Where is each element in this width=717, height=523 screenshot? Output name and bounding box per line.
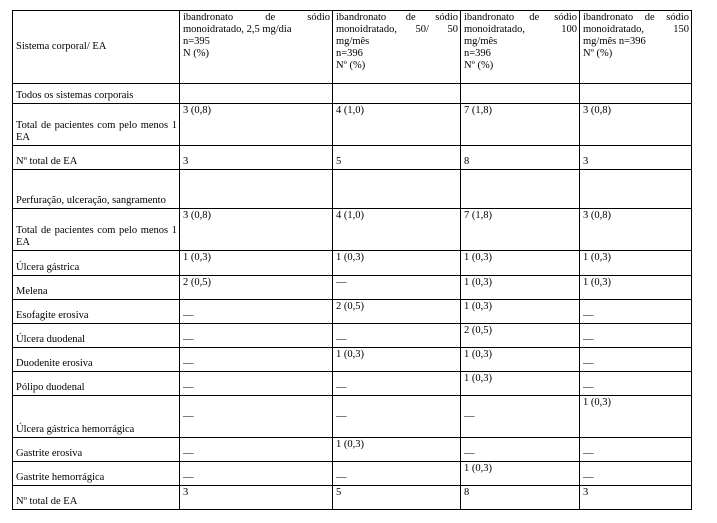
cell-dose-150: 1 (0,3) <box>580 251 692 276</box>
cell-dose-50: 5 <box>333 486 461 510</box>
table-row <box>13 84 692 104</box>
cell-dose-150: 3 <box>580 146 692 170</box>
cell-dose-150: 3 (0,8) <box>580 209 692 251</box>
cell-dose-2-5: — <box>180 348 333 372</box>
header-dose-150: ibandronato de sódio monoidratado, 150 mg/mês n=396 Nº (%) <box>580 11 692 84</box>
cell-dose-100: 1 (0,3) <box>461 251 580 276</box>
cell-dose-2-5: 3 <box>180 146 333 170</box>
cell-dose-50: 2 (0,5) <box>333 300 461 324</box>
header-body-system: Sistema corporal/ EA <box>13 11 180 84</box>
cell-dose-100: 2 (0,5) <box>461 324 580 348</box>
cell-dose-50: 1 (0,3) <box>333 438 461 462</box>
cell-dose-2-5: — <box>180 372 333 396</box>
cell-dose-2-5: — <box>180 462 333 486</box>
table-row <box>13 396 692 438</box>
cell-dose-150: 1 (0,3) <box>580 396 692 438</box>
row-label: Duodenite erosiva <box>13 348 180 372</box>
cell-dose-100: 7 (1,8) <box>461 104 580 146</box>
table-row <box>13 104 692 146</box>
row-label: Pólipo duodenal <box>13 372 180 396</box>
row-label: Úlcera gástrica hemorrágica <box>13 396 180 438</box>
cell-dose-100: 8 <box>461 146 580 170</box>
adverse-events-table <box>12 10 692 510</box>
row-label: Úlcera duodenal <box>13 324 180 348</box>
table-row <box>13 462 692 486</box>
cell-dose-100: 1 (0,3) <box>461 462 580 486</box>
cell-dose-100: 1 (0,3) <box>461 372 580 396</box>
cell-dose-50 <box>333 170 461 209</box>
cell-dose-150: 1 (0,3) <box>580 276 692 300</box>
row-label: Total de pacientes com pelo menos 1 EA <box>13 104 180 146</box>
cell-dose-150: — <box>580 324 692 348</box>
row-label: Úlcera gástrica <box>13 251 180 276</box>
table-row <box>13 251 692 276</box>
cell-dose-150: 3 <box>580 486 692 510</box>
table-row <box>13 486 692 510</box>
table-row <box>13 372 692 396</box>
cell-dose-2-5: — <box>180 396 333 438</box>
table-row <box>13 438 692 462</box>
cell-dose-2-5: 3 (0,8) <box>180 209 333 251</box>
cell-dose-50: — <box>333 462 461 486</box>
cell-dose-100: 1 (0,3) <box>461 300 580 324</box>
row-label: Perfuração, ulceração, sangramento <box>13 170 180 209</box>
row-label: Gastrite hemorrágica <box>13 462 180 486</box>
row-label: Esofagite erosiva <box>13 300 180 324</box>
table-row <box>13 348 692 372</box>
cell-dose-150: — <box>580 372 692 396</box>
header-dose-100: ibandronato de sódio monoidratado, 100 mg/mês n=396 Nº (%) <box>461 11 580 84</box>
cell-dose-100 <box>461 84 580 104</box>
header-dose-50: ibandronato de sódio monoidratado, 50/ 50 mg/mês n=396 Nº (%) <box>333 11 461 84</box>
cell-dose-150: — <box>580 438 692 462</box>
row-label: Nº total de EA <box>13 146 180 170</box>
row-label: Gastrite erosiva <box>13 438 180 462</box>
cell-dose-150: — <box>580 300 692 324</box>
table-row <box>13 300 692 324</box>
cell-dose-100: 8 <box>461 486 580 510</box>
cell-dose-2-5: 2 (0,5) <box>180 276 333 300</box>
cell-dose-150: — <box>580 348 692 372</box>
cell-dose-2-5: 3 (0,8) <box>180 104 333 146</box>
cell-dose-100: 7 (1,8) <box>461 209 580 251</box>
cell-dose-150: 3 (0,8) <box>580 104 692 146</box>
cell-dose-150: — <box>580 462 692 486</box>
cell-dose-50: 1 (0,3) <box>333 348 461 372</box>
cell-dose-50: 4 (1,0) <box>333 104 461 146</box>
cell-dose-50: 4 (1,0) <box>333 209 461 251</box>
cell-dose-50 <box>333 84 461 104</box>
table-row <box>13 209 692 251</box>
cell-dose-100: 1 (0,3) <box>461 348 580 372</box>
cell-dose-2-5: 1 (0,3) <box>180 251 333 276</box>
cell-dose-2-5: 3 <box>180 486 333 510</box>
cell-dose-50: 1 (0,3) <box>333 251 461 276</box>
row-label: Melena <box>13 276 180 300</box>
table-row <box>13 324 692 348</box>
cell-dose-2-5 <box>180 170 333 209</box>
cell-dose-2-5: — <box>180 300 333 324</box>
cell-dose-50: — <box>333 324 461 348</box>
cell-dose-100: 1 (0,3) <box>461 276 580 300</box>
cell-dose-150 <box>580 170 692 209</box>
cell-dose-2-5: — <box>180 438 333 462</box>
table-row <box>13 276 692 300</box>
row-label: Nº total de EA <box>13 486 180 510</box>
cell-dose-100: — <box>461 396 580 438</box>
header-dose-2-5: ibandronato de sódio monoidratado, 2,5 mg/dia n=395 N (%) <box>180 11 333 84</box>
table-row <box>13 170 692 209</box>
header-row <box>13 11 692 84</box>
cell-dose-50: 5 <box>333 146 461 170</box>
cell-dose-2-5: — <box>180 324 333 348</box>
cell-dose-2-5 <box>180 84 333 104</box>
cell-dose-100: — <box>461 438 580 462</box>
cell-dose-150 <box>580 84 692 104</box>
cell-dose-50: — <box>333 276 461 300</box>
cell-dose-50: — <box>333 396 461 438</box>
cell-dose-100 <box>461 170 580 209</box>
row-label: Todos os sistemas corporais <box>13 84 180 104</box>
cell-dose-50: — <box>333 372 461 396</box>
table-row <box>13 146 692 170</box>
row-label: Total de pacientes com pelo menos 1 EA <box>13 209 180 251</box>
